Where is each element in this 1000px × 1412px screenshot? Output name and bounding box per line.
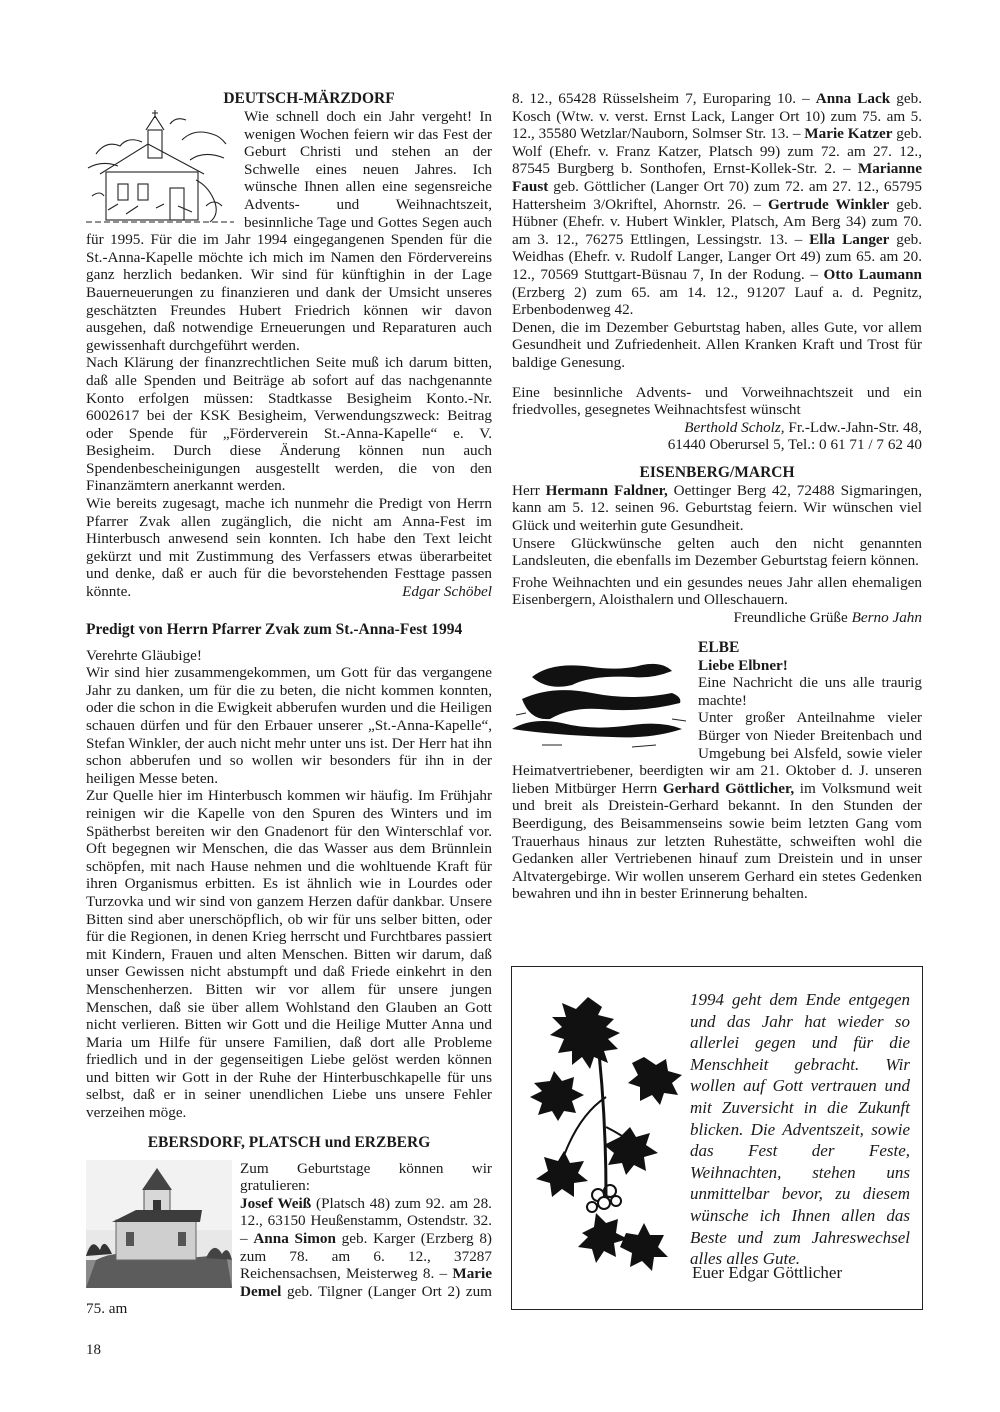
deceased-name-gerhard-goettlicher: Gerhard Göttlicher, xyxy=(662,779,795,797)
dm-signature: Edgar Schöbel xyxy=(402,583,492,601)
section-heading-sermon: Predigt von Herrn Pfarrer Zvak zum St.-Anna-Fest 1994 xyxy=(86,620,463,638)
ebersdorf-intro: Zum Geburtstage können wir gratulieren: xyxy=(240,1159,492,1195)
ebersdorf-birthdays-left: Josef Weiß (Platsch 48) zum 92. am 28. 12., 63150 Heußenstamm, Ostendstr. 32. – Anna Simon geb. Karger (Erzberg 8) zum 78. am 6. 12., 37287 Reichensachsen, Meisterweg 8. – Marie Demel geb. Tilgner (Langer Ort 2) zum 75. am xyxy=(86,1194,492,1318)
dm-paragraph-3: Wie bereits zugesagt, mache ich nunmehr die Predigt von Herrn Pfarrer Zvak allen zugänglich, die nicht am Anna-Fest im Hinterbusch anwesend sein konnten. Ich habe den Text leicht gekürzt und mit Zustimmung des Verfassers etwas überarbeitet und denke, daß er auch für die bevorstehenden Festtage passen könnte. xyxy=(86,495,492,601)
sermon-greeting: Verehrte Gläubige! xyxy=(86,646,202,664)
section-heading-ebersdorf: EBERSDORF, PLATSCH und ERZBERG xyxy=(147,1133,431,1151)
page-number: 18 xyxy=(86,1342,101,1358)
section-heading-eisenberg: EISENBERG/MARCH xyxy=(639,463,795,481)
elbe-paragraph-2: Unter großer Anteilnahme vieler Bürger von Nieder Breitenbach und Umgebung bei Alsfeld, sowie vieler Heimatvertriebener, beerdigten wir am 21. Oktober d. J. unseren lieben Mitbürger Herrn Gerhard Göttlicher, im Volksmund weit und breit als Dreistein-Gerhard bekannt. In den Stunden der Beerdigung, des Beisammenseins sowie beim letzten Gang vom Trauerhaus hinaus zur letzten Ruhestätte, schweiften wohl die Gedanken aller Vertriebenen hinauf zum Dreistein und in unser Altvatergebirge. Wir wollen unserem Gerhard ein stetes Gedenken bewahren und ihn in bester Erinnerung behalten. xyxy=(512,709,922,903)
birthday-name-marie-katzer: Marie Katzer xyxy=(804,125,893,143)
section-heading-elbe: ELBE xyxy=(698,638,740,656)
birthday-name-hermann-faldner: Hermann Faldner, xyxy=(545,481,668,499)
new-year-greeting-box xyxy=(511,966,923,1310)
landscape-sketch-illustration xyxy=(512,659,690,751)
ebersdorf-signature: Berthold Scholz, Fr.-Ldw.-Jahn-Str. 48, xyxy=(684,418,922,436)
greeting-signature: Euer Edgar Göttlicher xyxy=(692,1263,843,1282)
eisenberg-paragraph-1: Herr Hermann Faldner, Oettinger Berg 42, 72488 Sigmaringen, kann am 5. 12. seinen 96. Geburtstag feiern. Wir wünschen viel Glück und weiterhin gute Gesundheit. xyxy=(512,481,923,535)
greeting-text: 1994 geht dem Ende entgegen und das Jahr hat wieder so allerlei gegen und für die Menschheit gebracht. Wir wollen auf Gott vertrauen und mit Zuversicht in die Zukunft blicken. Die Adventszeit, sowie das Fest der Feste, Weihnachten, stehen uns unmittelbar bevor, zu diesem wünsche ich Ihnen allen das Beste und zum Jahreswechsel alles alles Gute. xyxy=(690,990,910,1269)
birthday-name-ella-langer: Ella Langer xyxy=(809,230,890,248)
ebersdorf-wishes: Denen, die im Dezember Geburtstag haben, alles Gute, vor allem Gesundheit und Zufriedenheit. Allen Kranken Kraft und Trost für baldige Genesung. xyxy=(512,318,922,371)
birthday-name-anna-simon: Anna Simon xyxy=(253,1230,336,1248)
birthday-name-josef-weiss: Josef Weiß xyxy=(240,1194,312,1212)
ebersdorf-signature-address: 61440 Oberursel 5, Tel.: 0 61 71 / 7 62 40 xyxy=(667,436,922,454)
birthday-name-marie-demel: Marie Demel xyxy=(240,1265,492,1300)
dm-paragraph-2: Nach Klärung der finanzrechtlichen Seite muß ich darum bitten, daß alle Spenden und Beiträge ab sofort auf das nachgenannte Konto erfolgen müssen: Stadtkasse Besigheim Konto.-Nr. 6002617 bei der KSK Besigheim, Verwendungszweck: Beitrag oder Spende für „Förderverein St.-Anna-Kapelle“ e. V. Besigheim. Durch diese Änderung können nun auch Spendenbescheinigungen ausgestellt werden, die von den Finanzämtern anerkannt werden. xyxy=(86,354,492,495)
signature-name: Berthold Scholz, xyxy=(684,418,785,436)
left-column xyxy=(86,90,492,1318)
section-heading-deutsch-maerzdorf: DEUTSCH-MÄRZDORF xyxy=(223,90,395,107)
ebersdorf-birthdays-right: 8. 12., 65428 Rüsselsheim 7, Europaring 10. – Anna Lack geb. Kosch (Wtw. v. verst. Ernst Lack, Langer Ort 10) zum 75. am 5. 12., 35580 Wetzlar/Nauborn, Solmser Str. 13. – Marie Katzer geb. Wolf (Ehefr. v. Franz Katzer, Platsch 99) zum 72. am 27. 12., 87545 Burgberg b. Sonthofen, Ernst-Kollek-Str. 2. – Marianne Faust geb. Göttlicher (Langer Ort 70) zum 72. am 27. 12., 65795 Hattersheim 3/Okriftel, Ahornstr. 26. – Gertrude Winkler geb. Hübner (Ehefr. v. Hubert Winkler, Platsch, Am Berg 34) zum 70. am 3. 12., 76275 Ettlingen, Lessingstr. 13. – Ella Langer geb. Weidhas (Ehefr. v. Rudolf Langer, Langer Ort 49) zum 65. am 20. 12., 70569 Stuttgart-Büsnau 7, In der Rodung. – Otto Laumann (Erzberg 2) zum 65. am 14. 12., 91207 Lauf a. d. Pegnitz, Erbenbodenweg 42. xyxy=(512,90,923,319)
chapel-sketch-illustration xyxy=(86,110,236,228)
eisenberg-paragraph-3: Frohe Weihnachten und ein gesundes neues Jahr allen ehemaligen Eisenbergern, Aloisthalern und Olleschauern. xyxy=(512,573,922,609)
elbe-paragraph-1: Eine Nachricht die uns alle traurig machte! xyxy=(698,674,922,709)
birthday-name-anna-lack: Anna Lack xyxy=(815,90,891,107)
elbe-salutation: Liebe Elbner! xyxy=(698,656,788,674)
dm-paragraph-1: Wie schnell doch ein Jahr vergeht! In wenigen Wochen feiern wir das Fest der Geburt Christi und stehen an der Schwelle eines neuen Jahres. Ich wünsche Ihnen allen eine segensreiche Advents- und Weihnachtszeit, besinnliche Tage und Gottes Segen auch für 1995. Für die im Jahr 1994 eingegangenen Spenden für die St.-Anna-Kapelle möchte ich mich im Namen den Fördervereins ganz herzlich bedanken. Wir sind für künftighin in der Lage Bauerneuerungen zu finanzieren und dank der Umsicht unseres geschätzten Freundes Hubert Friedrich können wir davon ausgehen, daß notwendige Erneuerungen und Reparaturen auch gewissenhaft durchgeführt werden. xyxy=(86,108,492,354)
church-photo-illustration xyxy=(86,1160,232,1288)
birthday-name-marianne-faust: Marianne Faust xyxy=(512,160,922,195)
ebersdorf-advent-greeting: Eine besinnliche Advents- und Vorweihnachtszeit und ein friedvolles, gesegnetes Weihnachtsfest wünscht xyxy=(512,383,922,419)
eisenberg-paragraph-2: Unsere Glückwünsche gelten auch den nicht genannten Landsleuten, die ebenfalls im Dezember Geburtstag feiern können. xyxy=(512,534,922,570)
right-column xyxy=(512,90,922,903)
birthday-name-otto-laumann: Otto Laumann xyxy=(823,265,922,283)
holly-branch-illustration xyxy=(526,987,686,1297)
birthday-name-gertrude-winkler: Gertrude Winkler xyxy=(767,195,890,213)
eisenberg-signature: Freundliche Grüße Berno Jahn xyxy=(733,609,922,627)
sermon-paragraph-2: Zur Quelle hier im Hinterbusch kommen wir häufig. Im Frühjahr reinigen wir die Kapelle von den Spuren des Winters und im Spätherbst bereiten wir den Gnadenort für den Winterschlaf vor. Oft begegnen wir Menschen, die das Wasser aus dem Brünnlein schöpfen, mit nach Hause nehmen und die wohltuende Kraft für ihren Organismus erbitten. Es ist ähnlich wie in Lourdes oder Turzovka und wir sind von ganzem Herzen dafür dankbar. Unsere Bitten sind aber unerschöpflich, ob wir für uns selber bitten, oder für die Regionen, in denen Krieg herrscht und Furchtbares passiert mit Kindern, Frauen und alten Menschen. Bitten wir darum, daß unser Gewissen nicht abstumpft und daß Friede einkehrt in den Menschenherzen. Bitten wir vor allem für unsere jungen Menschen, daß sie über allem Wohlstand den Glauben an Gott nicht verlieren. Bitten wir Gott und die Heilige Mutter Anna und Maria um Hilfe für unsere Familien, daß dort alle Probleme friedlich und in der gegenseitigen Liebe gelöst werden können und bitten wir Gott in der Ruhe der Hinterbuschkapelle für uns selbst, daß er in seiner unendlichen Liebe uns unsere Fehler verzeihen möge. xyxy=(86,787,492,1122)
sermon-paragraph-1: Wir sind hier zusammengekommen, um Gott für das vergangene Jahr zu danken, um für die zu beten, die nicht kommen konnten, oder die schon in die Ewigkeit abberufen wurden und die Heiligen schauen dürfen und für den Erbauer unserer „St.-Anna-Kapelle“, Stefan Winkler, der auch nicht mehr unter uns ist. Der Herr hat ihn schon abberufen und so wollen wir besonders für ihn in der heiligen Messe beten. xyxy=(86,664,492,787)
